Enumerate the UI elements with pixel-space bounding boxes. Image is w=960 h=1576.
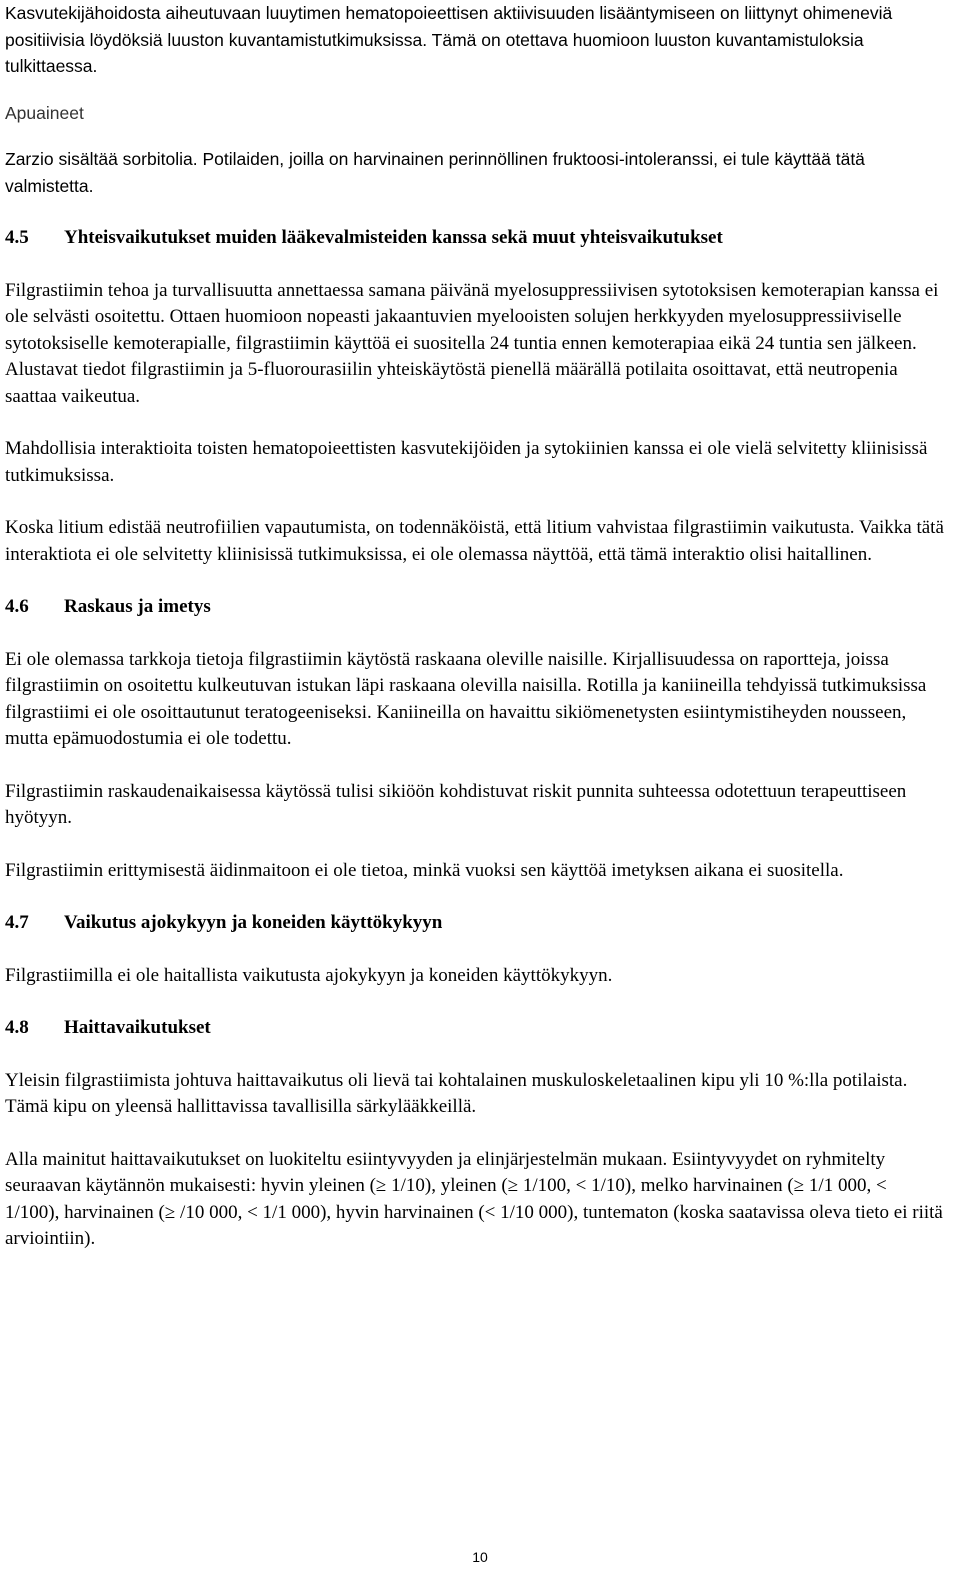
excipients-text: Zarzio sisältää sorbitolia. Potilaiden, joilla on harvinainen perinnöllinen fruktoosi-intoleranssi, ei tule käyttää tätä valmistetta. [5,149,865,196]
paragraph: Ei ole olemassa tarkkoja tietoja filgrastiimin käytöstä raskaana oleville naisille. Kirjallisuudessa on raportteja, joissa filgrastiimin on osoitettu kulkeutuvan istukan läpi raskaana olevilla naisilla. Rotilla ja kaniineilla tehdyissä tutkimuksissa filgrastiimi ei ole osoittautunut teratogeeniseksi. Kaniineilla on havaittu sikiömenetysten esiintymistiheyden nousseen, mutta epämuodostumia ei ole todettu. [5,648,927,749]
paragraph: Filgrastiimin raskaudenaikaisessa käytössä tulisi sikiöön kohdistuvat riskit punnita suhteessa odotettuun terapeuttiseen hyötyyn. [5,780,907,828]
section-title: Haittavaikutukset [64,1017,211,1038]
section-title: Raskaus ja imetys [64,596,211,617]
section-4-7-heading [5,910,945,937]
section-4-5-heading [5,225,945,252]
document-page [5,0,945,1253]
paragraph: Yleisin filgrastiimista johtuva haittavaikutus oli lievä tai kohtalainen muskuloskeletaalinen kipu yli 10 %:lla potilaista. Tämä kipu on yleensä hallittavissa tavallisilla särkylääkkeillä. [5,1069,908,1117]
section-4-6-heading [5,594,945,621]
paragraph-bone-imaging-note: Kasvutekijähoidosta aiheutuvaan luuytimen hematopoieettisen aktiivisuuden lisääntymiseen on liittynyt ohimeneviä positiivisia löydöksiä luuston kuvantamistutkimuksissa. Tämä on otettava huomioon luuston kuvantamistuloksia tulkittaessa. [5,3,893,76]
section-title: Vaikutus ajokykyyn ja koneiden käyttökykyyn [64,912,443,933]
paragraph: Filgrastiimilla ei ole haitallista vaikutusta ajokykyyn ja koneiden käyttökykyyn. [5,964,613,986]
paragraph: Filgrastiimin tehoa ja turvallisuutta annettaessa samana päivänä myelosuppressiivisen sytotoksisen kemoterapian kanssa ei ole selvästi osoitettu. Ottaen huomioon nopeasti jakaantuvien myelooisten solujen herkkyyden myelosuppressiiviselle sytotoksiselle kemoterapialle, filgrastiimin käyttöä ei suositella 24 tuntia ennen kemoterapiaa eikä 24 tuntia sen jälkeen. Alustavat tiedot filgrastiimin ja 5-fluorourasiilin yhteiskäytöstä pienellä määrällä potilaita osoittavat, että neutropenia saattaa vaikeutua. [5,279,939,407]
section-4-8-heading [5,1015,945,1042]
page-number: 10 [472,1549,488,1565]
paragraph: Alla mainitut haittavaikutukset on luokiteltu esiintyvyyden ja elinjärjestelmän mukaan. Esiintyvyydet on ryhmitelty seuraavan käytännön mukaisesti: hyvin yleinen (≥ 1/10), yleinen (≥ 1/100, < 1/10), melko harvinainen (≥ 1/1 000, < 1/100), harvinainen (≥ /10 000, < 1/1 000), hyvin harvinainen (< 1/10 000), tuntematon (koska saatavissa oleva tieto ei riitä arviointiin). [5,1148,943,1249]
section-title: Yhteisvaikutukset muiden lääkevalmisteiden kanssa sekä muut yhteisvaikutukset [64,227,723,248]
paragraph: Mahdollisia interaktioita toisten hematopoieettisten kasvutekijöiden ja sytokiinien kanssa ei ole vielä selvitetty kliinisissä tutkimuksissa. [5,438,928,486]
paragraph: Koska litium edistää neutrofiilien vapautumista, on todennäköistä, että litium vahvistaa filgrastiimin vaikutusta. Vaikka tätä interaktiota ei ole selvitetty kliinisissä tutkimuksissa, ei ole olemassa näyttöä, että tämä interaktio olisi haitallinen. [5,517,944,565]
section-number: 4.6 [5,596,29,617]
section-number: 4.8 [5,1017,29,1038]
excipients-heading: Apuaineet [5,102,84,123]
section-number: 4.7 [5,912,29,933]
paragraph: Filgrastiimin erittymisestä äidinmaitoon ei ole tietoa, minkä vuoksi sen käyttöä imetyksen aikana ei suositella. [5,859,844,881]
section-number: 4.5 [5,227,29,248]
